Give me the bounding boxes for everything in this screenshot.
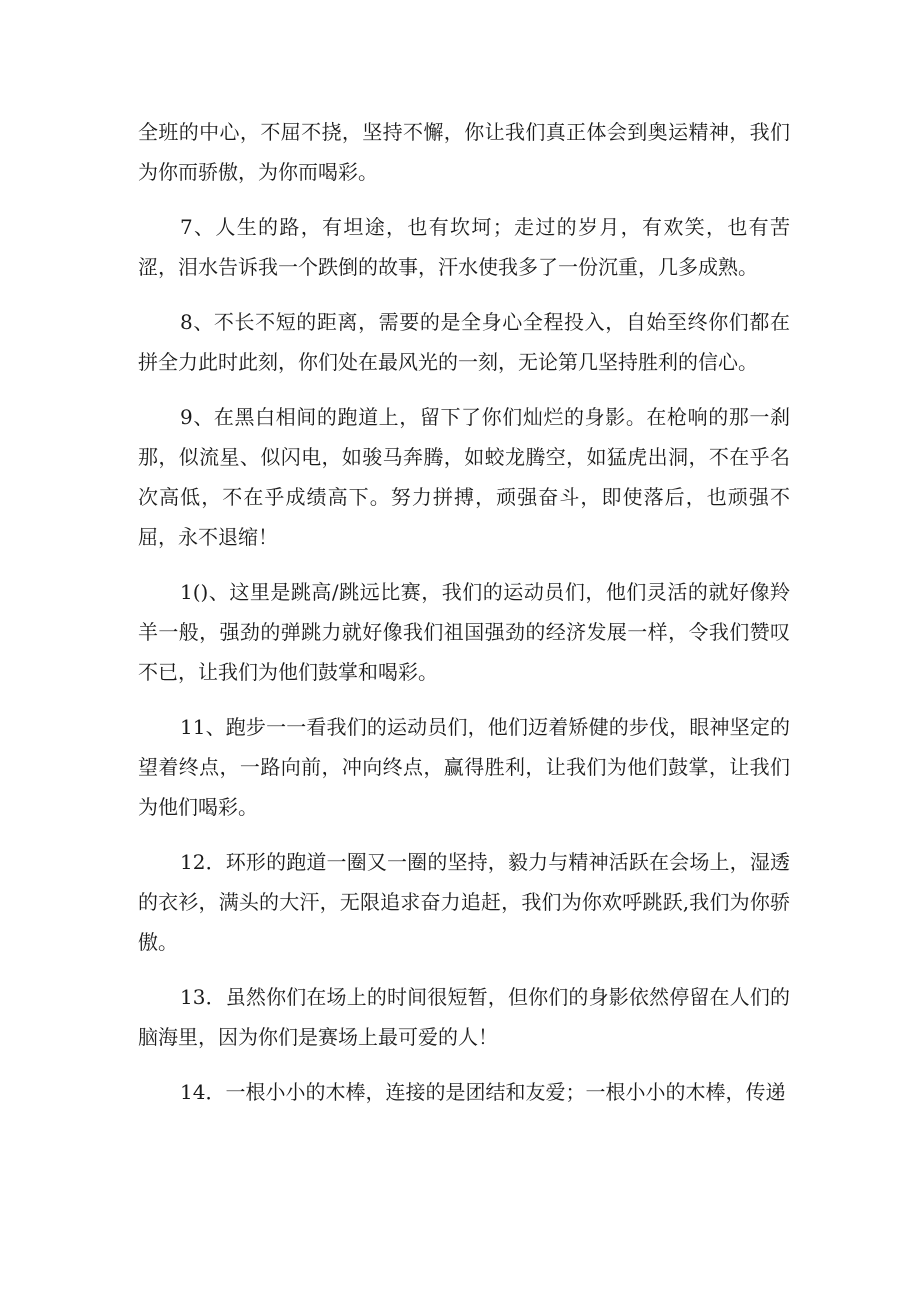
- paragraph-7: 7、人生的路，有坦途，也有坎坷；走过的岁月，有欢笑，也有苦涩，泪水告诉我一个跌倒的故事，汗水使我多了一份沉重，几多成熟。: [138, 215, 790, 279]
- paragraph-12: 12．环形的跑道一圈又一圈的坚持，毅力与精神活跃在会场上，湿透的衣衫，满头的大汗，无限追求奋力追赶，我们为你欢呼跳跃,我们为你骄傲。: [138, 850, 790, 954]
- paragraph-13: 13．虽然你们在场上的时间很短暂，但你们的身影依然停留在人们的脑海里，因为你们是赛场上最可爱的人！: [138, 985, 790, 1049]
- paragraph-14: 14．一根小小的木棒，连接的是团结和友爱；一根小小的木棒，传递: [180, 1080, 786, 1104]
- document-body: [138, 112, 790, 1127]
- paragraph-10: 1()、这里是跳高/跳远比赛，我们的运动员们，他们灵活的就好像羚羊一般，强劲的弹跳力就好像我们祖国强劲的经济发展一样，令我们赞叹不已，让我们为他们鼓掌和喝彩。: [138, 580, 790, 684]
- paragraph-9: 9、在黑白相间的跑道上，留下了你们灿烂的身影。在枪响的那一刹那，似流星、似闪电，如骏马奔腾，如蛟龙腾空，如猛虎出洞，不在乎名次高低，不在乎成绩高下。努力拼搏，顽强奋斗，即使落后，也顽强不屈，永不退缩！: [138, 405, 790, 549]
- paragraph-8: 8、不长不短的距离，需要的是全身心全程投入，自始至终你们都在拼全力此时此刻，你们处在最风光的一刻，无论第几坚持胜利的信心。: [138, 310, 790, 374]
- paragraph-11: 11、跑步一一看我们的运动员们，他们迈着矫健的步伐，眼神坚定的望着终点，一路向前，冲向终点，赢得胜利，让我们为他们鼓掌，让我们为他们喝彩。: [138, 715, 790, 819]
- paragraph-continued: 全班的中心，不屈不挠，坚持不懈，你让我们真正体会到奥运精神，我们为你而骄傲，为你而喝彩。: [138, 120, 790, 184]
